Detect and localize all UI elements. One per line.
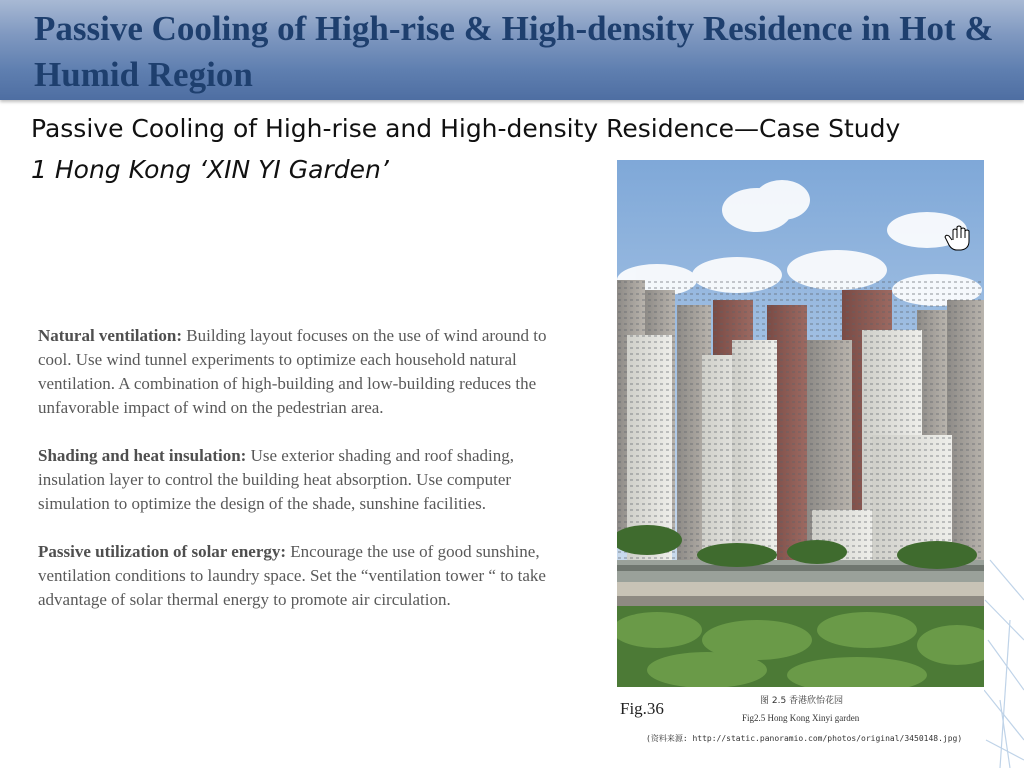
slide-title: Passive Cooling of High-rise & High-density Residence in Hot & Humid Region (34, 9, 994, 94)
section-heading: Passive utilization of solar energy: (38, 542, 287, 561)
subtitle-line-1: Passive Cooling of High-rise and High-density Residence—Case Study (31, 114, 901, 143)
subtitle-line-2: 1 Hong Kong ‘XIN YI Garden’ (31, 155, 389, 184)
figure-caption-chinese: 图 2.5 香港欣怡花园 (760, 696, 844, 706)
figure-caption-source: (资料来源: http://static.panoramio.com/photos/original/3450148.jpg) (646, 734, 963, 743)
section-text: Building layout focuses on the use of wind around to cool. Use wind tunnel experiments to optimize each household natural ventilation. A combination of high-building and low-building reduces the unfavorable impact of wind on the pedestrian area. (38, 326, 547, 417)
section-text: Encourage the use of good sunshine, ventilation conditions to laundry space. Set the “ventilation tower “ to take advantage of solar thermal energy to promote air circulation. (38, 542, 546, 609)
section-shading (38, 444, 578, 516)
section-solar-energy (38, 540, 578, 612)
figure-photo (617, 160, 984, 687)
section-heading: Shading and heat insulation: (38, 446, 247, 465)
figure-caption-english: Fig2.5 Hong Kong Xinyi garden (742, 713, 860, 723)
figure-label: Fig.36 (620, 699, 664, 718)
section-natural-ventilation (38, 324, 578, 420)
section-heading: Natural ventilation: (38, 326, 183, 345)
body-text (38, 324, 578, 636)
section-text: Use exterior shading and roof shading, insulation layer to control the building heat absorption. Use computer simulation to optimize the design of the shade, sunshine facilities. (38, 446, 515, 513)
title-bar (0, 0, 1024, 100)
